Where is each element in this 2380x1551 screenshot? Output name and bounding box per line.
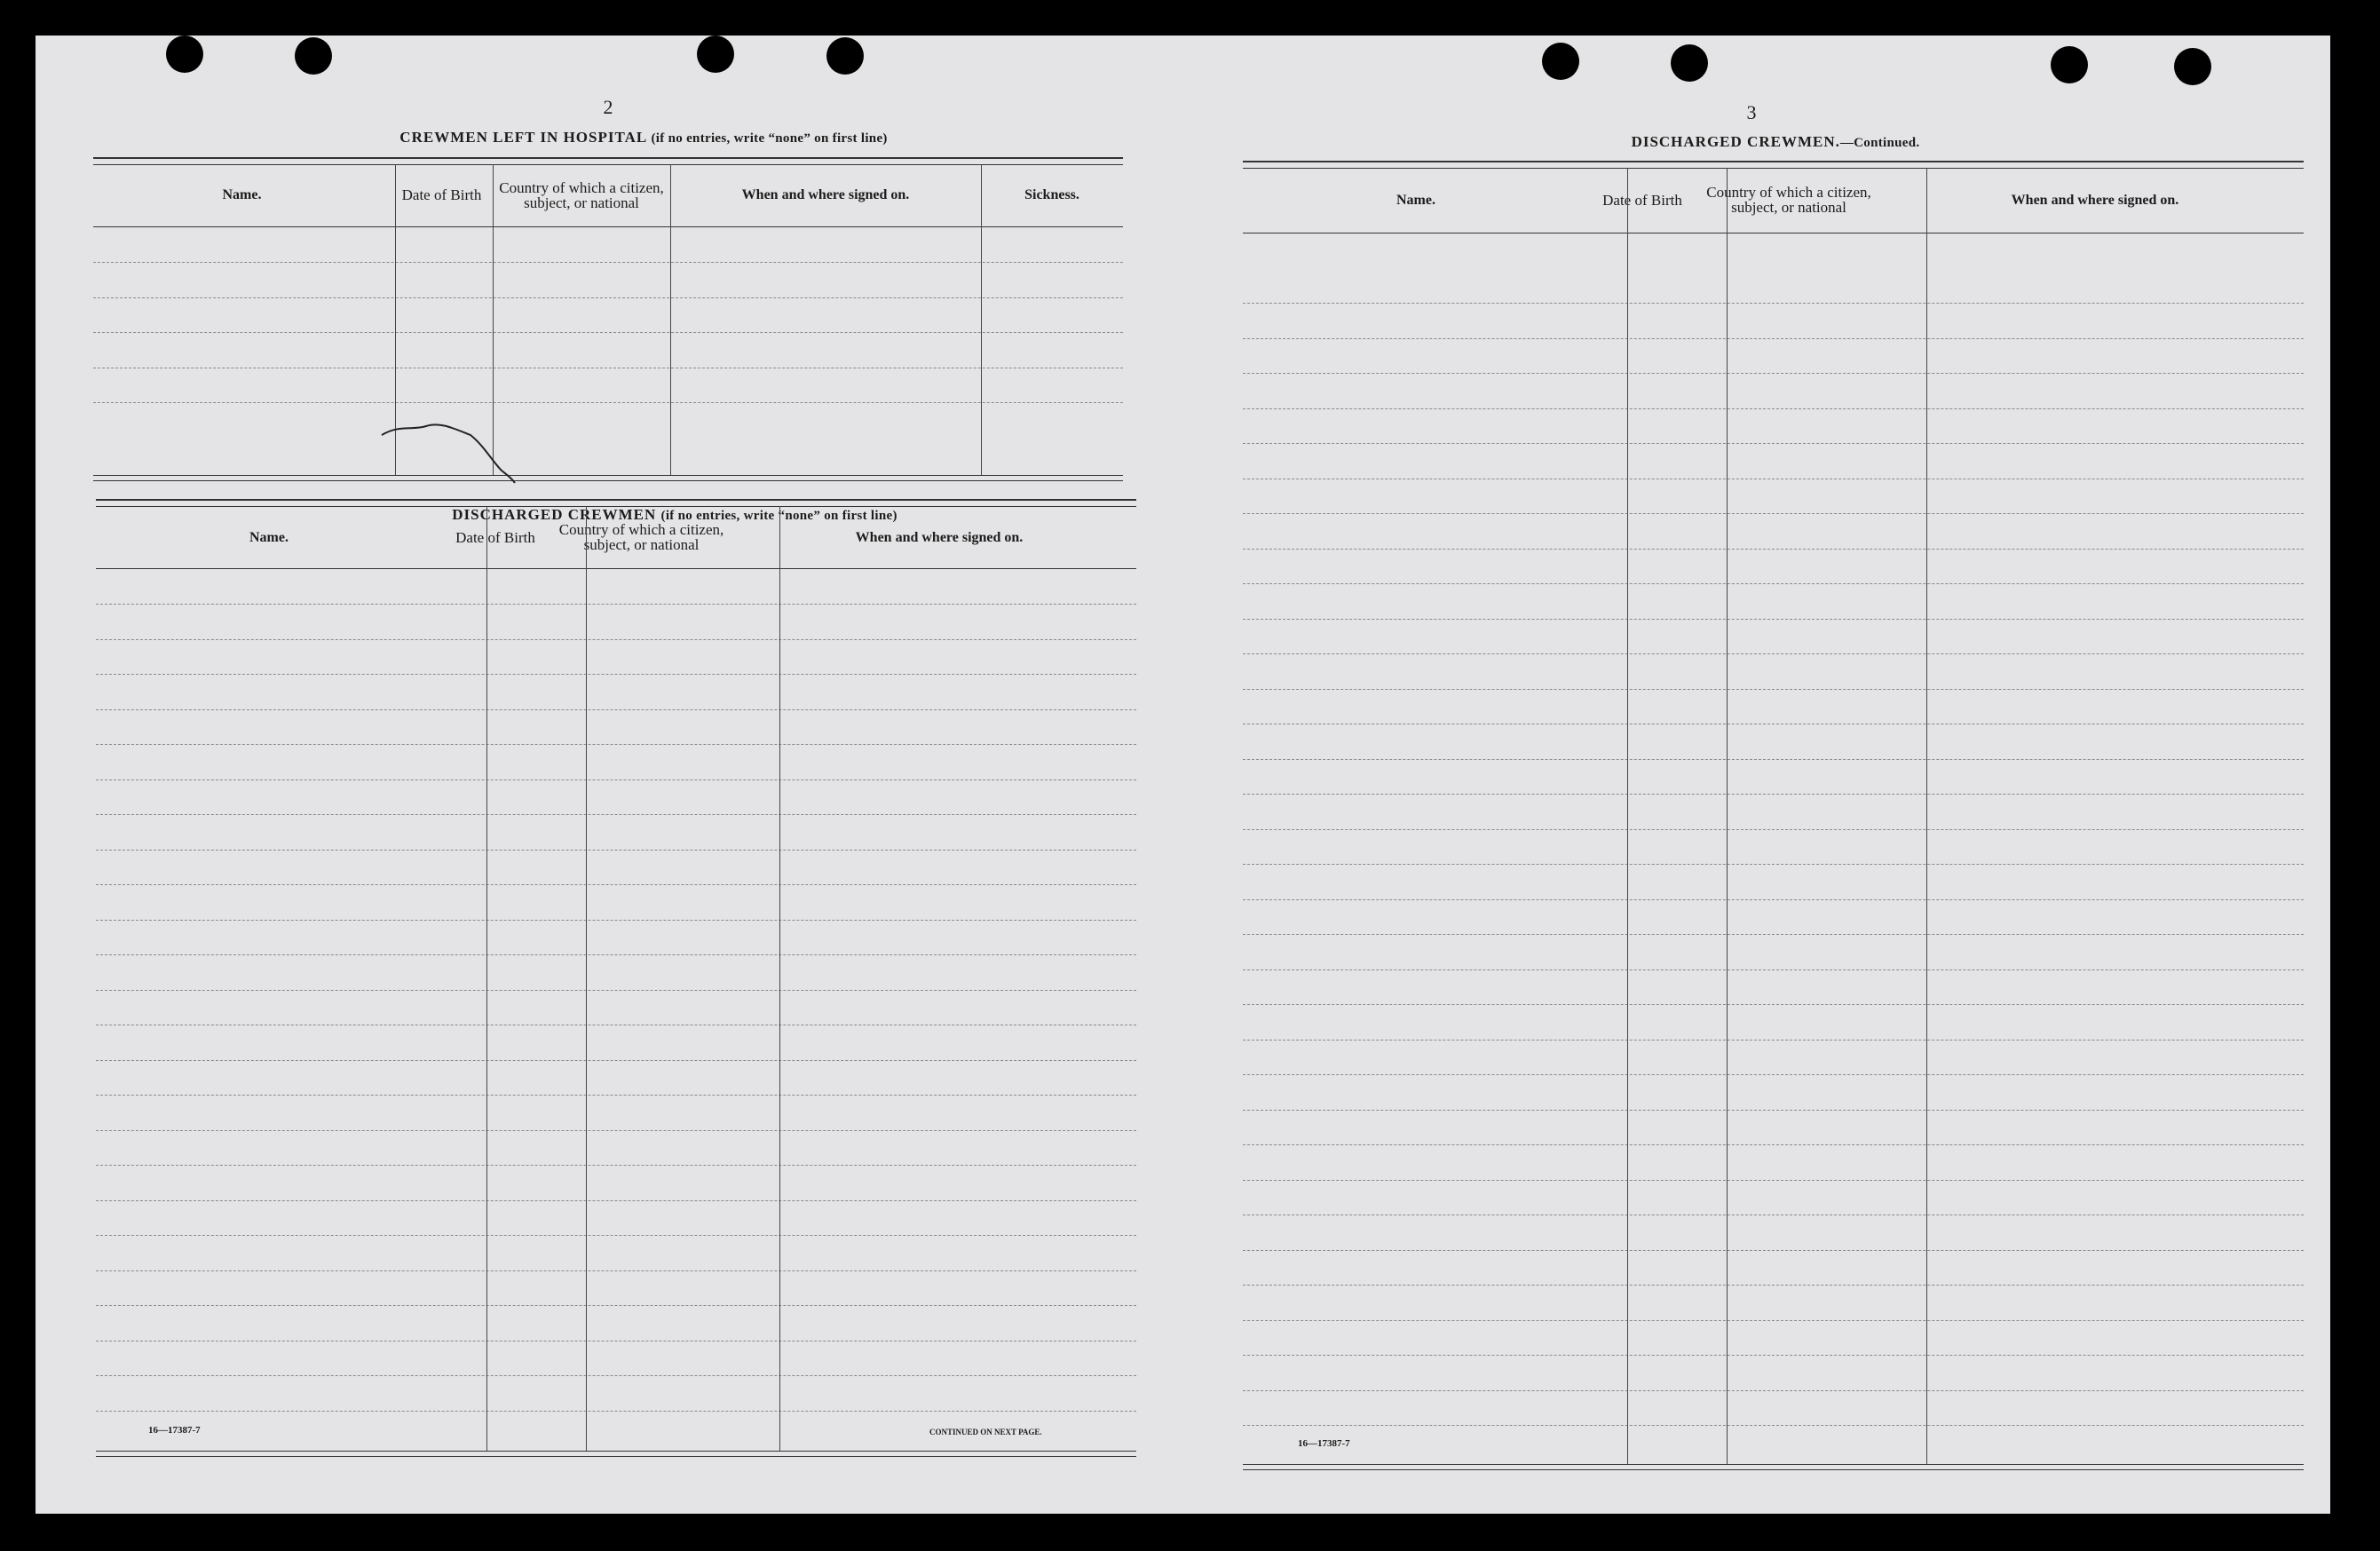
column-header-sickness: Sickness. [1024, 187, 1079, 202]
table-bottom-rule [1243, 1464, 2304, 1470]
table-row [93, 332, 1123, 333]
table-row [1243, 619, 2304, 620]
right-page-number: 3 [1746, 101, 1757, 123]
table-row [96, 850, 1136, 851]
table-row [1243, 1285, 2304, 1286]
column-divider [779, 506, 780, 1451]
hospital-title-text: CREWMEN LEFT IN HOSPITAL [399, 129, 647, 146]
column-divider [586, 506, 587, 1451]
column-divider [1727, 168, 1728, 1464]
table-row [96, 604, 1136, 605]
table-row [96, 1305, 1136, 1306]
table-row [1243, 1040, 2304, 1041]
discharged-table-left [96, 499, 1136, 1462]
column-header-date-of-birth: Date of Birth [455, 528, 535, 546]
column-header-country: Country of which a citizen, subject, or national [558, 521, 724, 553]
column-header-date-of-birth: Date of Birth [1602, 191, 1682, 209]
table-row [1243, 653, 2304, 654]
hospital-section-title [293, 129, 994, 146]
continued-note: CONTINUED ON NEXT PAGE. [929, 1428, 1042, 1436]
table-row [1243, 443, 2304, 444]
table-top-rule [96, 499, 1136, 507]
table-row [96, 1235, 1136, 1236]
table-row [96, 990, 1136, 991]
right-form-number: 16—17387-7 [1298, 1438, 1350, 1449]
table-row [1243, 583, 2304, 584]
punch-hole [2174, 48, 2211, 85]
punch-hole [1671, 44, 1708, 82]
table-header-rule [93, 226, 1123, 227]
table-row [96, 1375, 1136, 1376]
table-row [1243, 794, 2304, 795]
table-row [1243, 689, 2304, 690]
column-header-country: Country of which a citizen, subject, or national [499, 178, 664, 211]
right-title-text: DISCHARGED CREWMEN. [1631, 133, 1840, 150]
column-divider [395, 164, 396, 475]
right-title-suffix: —Continued. [1839, 136, 1920, 150]
table-row [1243, 1004, 2304, 1005]
column-divider [670, 164, 671, 475]
column-header-signed-on: When and where signed on. [741, 187, 910, 202]
document-sheet [36, 36, 2330, 1514]
table-row [1243, 934, 2304, 935]
table-row [96, 1200, 1136, 1201]
table-row [1243, 303, 2304, 304]
table-row [96, 639, 1136, 640]
table-row [96, 1095, 1136, 1096]
discharged-title-instruction: (if no entries, write “none” on first line) [660, 509, 897, 523]
table-row [1243, 1425, 2304, 1426]
table-row [1243, 1250, 2304, 1251]
table-row [1243, 759, 2304, 760]
column-divider [1627, 168, 1628, 1464]
table-row [96, 1270, 1136, 1271]
discharged-table-right [1243, 161, 2304, 1475]
table-row [96, 884, 1136, 885]
table-row [96, 1060, 1136, 1061]
punch-hole [295, 37, 332, 75]
table-row [1243, 1180, 2304, 1181]
table-row [1243, 1074, 2304, 1075]
table-row [1243, 513, 2304, 514]
table-row [93, 297, 1123, 298]
table-header-rule [96, 568, 1136, 569]
table-row [1243, 1390, 2304, 1391]
table-row [96, 1165, 1136, 1166]
left-form-number: 16—17387-7 [148, 1425, 201, 1436]
discharged-title-text: DISCHARGED CREWMEN [452, 506, 657, 523]
column-divider [981, 164, 982, 475]
table-row [1243, 549, 2304, 550]
table-row [93, 402, 1123, 403]
table-row [1243, 1110, 2304, 1111]
table-row [93, 262, 1123, 263]
hospital-table [93, 157, 1123, 486]
column-header-signed-on: When and where signed on. [2011, 192, 2179, 208]
table-row [1243, 829, 2304, 830]
table-row [96, 814, 1136, 815]
table-row [96, 920, 1136, 921]
column-header-name: Name. [249, 529, 289, 545]
punch-hole [826, 37, 864, 75]
table-top-rule [93, 157, 1123, 165]
column-header-name: Name. [1396, 192, 1435, 208]
column-divider [1926, 168, 1927, 1464]
column-header-name: Name. [222, 187, 262, 202]
table-bottom-rule [96, 1451, 1136, 1457]
table-row [1243, 373, 2304, 374]
table-row [96, 709, 1136, 710]
punch-hole [697, 36, 734, 73]
table-bottom-rule [93, 475, 1123, 481]
table-row [96, 1411, 1136, 1412]
table-row [1243, 408, 2304, 409]
left-page-number: 2 [603, 96, 613, 118]
column-divider [486, 506, 487, 1451]
table-row [96, 674, 1136, 675]
table-row [1243, 864, 2304, 865]
column-header-country: Country of which a citizen, subject, or national [1706, 184, 1871, 216]
column-divider [493, 164, 494, 475]
right-section-title [1527, 133, 2024, 151]
table-row [96, 779, 1136, 780]
table-row [1243, 1355, 2304, 1356]
table-row [96, 1130, 1136, 1131]
table-row [1243, 969, 2304, 970]
punch-hole [1542, 43, 1579, 80]
table-row [96, 954, 1136, 955]
column-header-signed-on: When and where signed on. [855, 529, 1024, 545]
table-row [1243, 338, 2304, 339]
column-header-date-of-birth: Date of Birth [401, 186, 482, 203]
punch-hole [166, 36, 203, 73]
table-row [1243, 899, 2304, 900]
punch-hole [2051, 46, 2088, 83]
table-top-rule [1243, 161, 2304, 169]
hospital-title-instruction: (if no entries, write “none” on first line) [651, 131, 888, 146]
table-row [1243, 1144, 2304, 1145]
table-row [96, 744, 1136, 745]
table-row [1243, 1320, 2304, 1321]
